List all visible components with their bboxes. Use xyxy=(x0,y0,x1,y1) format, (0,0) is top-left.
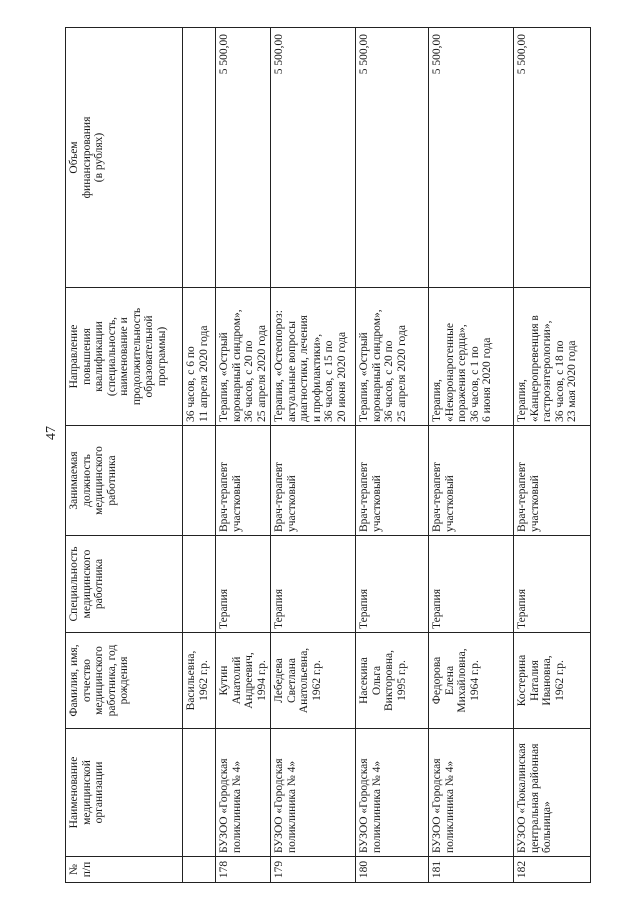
header-direction: Направление повышения квалификации (специальность, наименование и продолжительность образовательной программы) xyxy=(66,288,183,426)
cont-num xyxy=(183,857,216,883)
table-row xyxy=(216,28,271,883)
cont-amount xyxy=(183,28,216,288)
page-number: 47 xyxy=(44,426,59,440)
row-num: 178 xyxy=(216,857,271,883)
row-specialty: Терапия xyxy=(514,536,591,633)
row-name: Насекина Ольга Викторовна, 1995 г.р. xyxy=(356,633,429,729)
row-name: Федорова Елена Михайловна, 1964 г.р. xyxy=(429,633,514,729)
cont-name: Васильевна, 1962 г.р. xyxy=(183,633,216,729)
training-register-table xyxy=(65,27,591,883)
row-num: 179 xyxy=(271,857,356,883)
row-specialty: Терапия xyxy=(216,536,271,633)
header-specialty: Специальность медицинского работника xyxy=(66,536,183,633)
row-specialty: Терапия xyxy=(429,536,514,633)
table-row xyxy=(356,28,429,883)
header-amount: Объем финансирования (в рублях) xyxy=(66,28,183,288)
row-organization: БУЗОО «Городская поликлиника № 4» xyxy=(271,729,356,857)
row-num: 182 xyxy=(514,857,591,883)
header-name: Фамилия, имя, отчество медицинского работника, год рождения xyxy=(66,633,183,729)
row-amount: 5 500,00 xyxy=(216,28,271,288)
row-amount: 5 500,00 xyxy=(514,28,591,288)
row-organization: БУЗОО «Городская поликлиника № 4» xyxy=(429,729,514,857)
row-position: Врач-терапевт участковый xyxy=(271,426,356,536)
table-row xyxy=(429,28,514,883)
row-organization: БУЗОО «Городская поликлиника № 4» xyxy=(356,729,429,857)
table-row xyxy=(514,28,591,883)
row-position: Врач-терапевт участковый xyxy=(514,426,591,536)
row-organization: БУЗОО «Городская поликлиника № 4» xyxy=(216,729,271,857)
row-position: Врач-терапевт участковый xyxy=(356,426,429,536)
table-row xyxy=(271,28,356,883)
row-amount: 5 500,00 xyxy=(271,28,356,288)
header-position: Занимаемая должность медицинского работника xyxy=(66,426,183,536)
row-specialty: Терапия xyxy=(271,536,356,633)
cont-direction: 36 часов, с 6 по 11 апреля 2020 года xyxy=(183,288,216,426)
row-direction: Терапия, «Острый коронарный синдром», 36 часов, с 20 по 25 апреля 2020 года xyxy=(216,288,271,426)
row-amount: 5 500,00 xyxy=(356,28,429,288)
row-direction: Терапия, «Канцеропревенция в гастроэнтерологии», 36 часов, с 18 по 23 мая 2020 года xyxy=(514,288,591,426)
table-header-row xyxy=(66,28,183,883)
row-name: Лебедева Светлана Анатольевна, 1962 г.р. xyxy=(271,633,356,729)
row-amount: 5 500,00 xyxy=(429,28,514,288)
row-direction: Терапия, «Острый коронарный синдром», 36 часов, с 20 по 25 апреля 2020 года xyxy=(356,288,429,426)
rotated-table-wrapper xyxy=(65,28,587,883)
row-num: 181 xyxy=(429,857,514,883)
cont-position xyxy=(183,426,216,536)
row-num: 180 xyxy=(356,857,429,883)
continuation-row xyxy=(183,28,216,883)
cont-specialty xyxy=(183,536,216,633)
row-name: Кутин Анатолий Андреевич, 1994 г.р. xyxy=(216,633,271,729)
row-name: Костерина Наталия Ивановна, 1962 г.р. xyxy=(514,633,591,729)
row-position: Врач-терапевт участковый xyxy=(429,426,514,536)
row-direction: Терапия, «Некоронарогенные поражения сердца», 36 часов, с 1 по 6 июня 2020 года xyxy=(429,288,514,426)
header-organization: Наименование медицинской организации xyxy=(66,729,183,857)
row-specialty: Терапия xyxy=(356,536,429,633)
header-num: № п/п xyxy=(66,857,183,883)
row-direction: Терапия, «Остеопороз: актуальные вопросы диагностики, лечения и профилактики», 36 часов, с 15 по 20 июня 2020 года xyxy=(271,288,356,426)
cont-org xyxy=(183,729,216,857)
row-position: Врач-терапевт участковый xyxy=(216,426,271,536)
row-organization: БУЗОО «Тюкалинская центральная районная больница» xyxy=(514,729,591,857)
